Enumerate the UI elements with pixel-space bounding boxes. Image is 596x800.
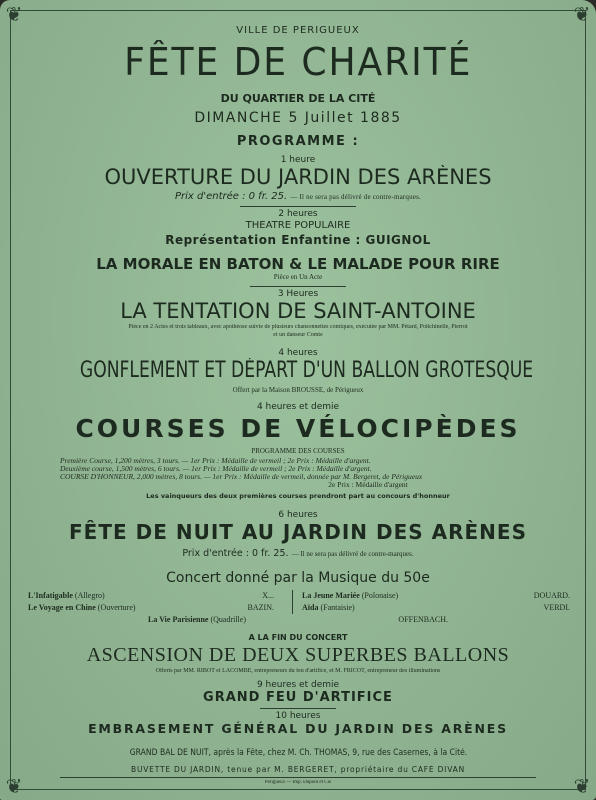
- main-title: FÊTE DE CHARITÉ: [123, 40, 473, 84]
- race-note: Les vainqueurs des deux premières courses prendront part au concours d'honneur: [146, 492, 450, 500]
- concert-end-label: A LA FIN DU CONCERT: [248, 633, 348, 642]
- time-4h: 4 heures: [278, 348, 318, 358]
- race-2: Deuxième course, 1,500 mètres, 6 tours. — 1er Prix : Médaille de vermeil ; 2e Prix : Médaille d'argent.: [60, 464, 372, 473]
- divider: [240, 206, 356, 207]
- guignol-show: Représentation Enfantine : GUIGNOL: [165, 233, 431, 247]
- tentation-desc-2: et un danseur Comte: [273, 332, 323, 338]
- corner-ornament-icon: ❦: [573, 2, 591, 26]
- time-1h: 1 heure: [280, 155, 316, 165]
- time-10h: 10 heures: [275, 711, 321, 721]
- play-title: LA MORALE EN BATON & LE MALADE POUR RIRE: [96, 255, 500, 273]
- programme-heading: PROGRAMME :: [236, 134, 360, 149]
- play-note: Pièce en Un Acte: [273, 273, 323, 281]
- time-430: 4 heures et demie: [256, 402, 340, 412]
- footer-rule: [60, 777, 536, 778]
- night-fete-title: FÊTE DE NUIT AU JARDIN DES ARÈNES: [69, 520, 527, 544]
- corner-ornament-icon: ❦: [5, 2, 23, 26]
- concert-item: L'Infatigable (Allegro) X...: [28, 591, 274, 600]
- race-programme-heading: PROGRAMME DES COURSES: [251, 447, 345, 455]
- race-3-second-prize: 2e Prix : Médaille d'argent: [328, 480, 408, 489]
- divider: [260, 708, 336, 709]
- balloons-title: ASCENSION DE DEUX SUPERBES BALLONS: [86, 644, 510, 666]
- fireworks-title: GRAND FEU D'ARTIFICE: [203, 690, 393, 705]
- concert-item: La Jeune Mariée (Polonaise) DOUARD.: [302, 591, 570, 600]
- divider: [250, 286, 346, 287]
- illumination-title: EMBRASEMENT GÉNÉRAL DU JARDIN DES ARÈNES: [88, 721, 508, 736]
- subtitle: DU QUARTIER DE LA CITÉ: [220, 92, 376, 105]
- balloons-sponsor: Offerts par MM. RIBOT et LACOMBE, entrepreneurs du feu d'artifice, et M. FRICOT, entrepreneur des illuminations: [155, 668, 441, 674]
- velocipede-title: COURSES DE VÉLOCIPÈDES: [75, 414, 521, 443]
- city-name: VILLE DE PERIGUEUX: [236, 25, 360, 36]
- time-930: 9 heures et demie: [256, 680, 340, 690]
- column-divider: [292, 590, 293, 614]
- tentation-desc-1: Pièce en 2 Actes et trois tableaux, avec apothéose suivie de plusieurs chansonnettes comiques, exécutée par MM. Pétard, Polichinelle, Pierrot: [128, 324, 468, 330]
- entry-price-2: Prix d'entrée : 0 fr. 25. — Il ne sera pas délivré de contre-marques.: [182, 548, 414, 559]
- corner-ornament-icon: ❦: [573, 774, 591, 798]
- theatre-label: THEATRE POPULAIRE: [245, 220, 351, 231]
- balloon-sponsor: Offert par la Maison BROUSSE, de Périgueux: [232, 386, 364, 394]
- tentation-title: LA TENTATION DE SAINT-ANTOINE: [120, 299, 476, 323]
- corner-ornament-icon: ❦: [5, 774, 23, 798]
- entry-price-1: Prix d'entrée : 0 fr. 25. — Il ne sera pas délivré de contre-marques.: [174, 191, 422, 202]
- buvette: BUVETTE DU JARDIN, tenue par M. BERGERET, propriétaire du CAFÉ DIVAN: [131, 765, 465, 774]
- concert-item: Le Voyage en Chine (Ouverture) BAZIN.: [28, 603, 274, 612]
- concert-item: Aïda (Fantaisie) VERDI.: [302, 603, 570, 612]
- night-ball: GRAND BAL DE NUIT, après la Fête, chez M. Ch. THOMAS, 9, rue des Casernes, à la Cité.: [129, 748, 467, 758]
- opening-title: OUVERTURE DU JARDIN DES ARÈNES: [104, 165, 492, 189]
- time-2h: 2 heures: [278, 209, 318, 219]
- time-6h: 6 heures: [278, 510, 318, 520]
- balloon-title: GONFLEMENT ET DÉPART D'UN BALLON GROTESQUE: [79, 358, 534, 383]
- printer-line: Périgueux — Imp. Dupont et Cie: [264, 780, 332, 785]
- event-date: DIMANCHE 5 Juillet 1885: [194, 110, 402, 126]
- concert-item: La Vie Parisienne (Quadrille) OFFENBACH.: [148, 615, 448, 624]
- concert-title: Concert donné par la Musique du 50e: [166, 570, 430, 586]
- time-3h: 3 Heures: [277, 289, 319, 299]
- race-3: COURSE D'HONNEUR, 2,000 mètres, 8 tours. — 1er Prix : Médaille de vermeil, donnée par M. Bergeret, de Périgueux: [60, 472, 423, 481]
- race-1: Première Course, 1,200 mètres, 3 tours. — 1er Prix : Médaille de vermeil ; 2e Prix : Médaille d'argent.: [60, 456, 371, 465]
